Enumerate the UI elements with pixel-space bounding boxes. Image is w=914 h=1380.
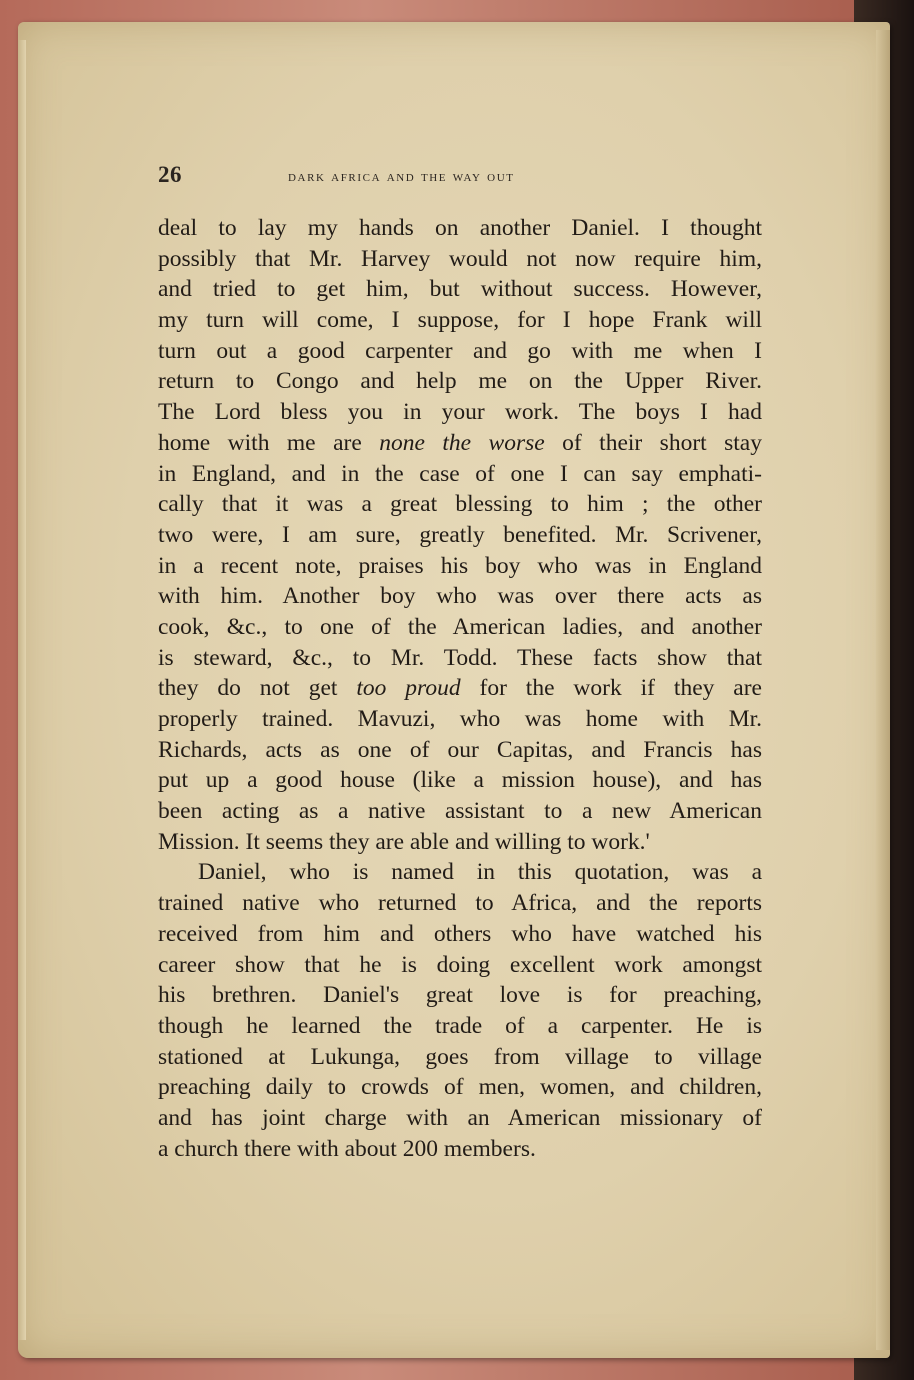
text-run: return to Congo and help me on the Upper River.: [158, 368, 762, 395]
italic-phrase: none the worse: [379, 429, 545, 456]
text-run: in England, and in the case of one I can say emphati-: [158, 460, 762, 487]
text-line: [158, 1103, 762, 1134]
text-line: [158, 980, 762, 1011]
text-line: [158, 459, 762, 490]
text-line: [158, 643, 762, 674]
text-line: [158, 888, 762, 919]
text-line: [158, 520, 762, 551]
running-head: dark africa and the way out: [288, 168, 515, 185]
text-run: put up a good house (like a mission house), and has: [158, 767, 762, 794]
text-run: turn out a good carpenter and go with me when I: [158, 337, 762, 364]
text-line: [158, 735, 762, 766]
page-number: 26: [158, 162, 182, 187]
text-run: though he learned the trade of a carpenter. He is: [158, 1012, 762, 1039]
text-line: [158, 489, 762, 520]
text-run: is steward, &c., to Mr. Todd. These facts show that: [158, 644, 762, 671]
text-line: [158, 950, 762, 981]
text-run: they do not get: [158, 675, 357, 702]
text-run: Daniel, who is named in this quotation, was a: [198, 859, 762, 886]
text-run: received from him and others who have watched his: [158, 920, 762, 947]
text-line: [158, 857, 762, 888]
text-line: [158, 274, 762, 305]
body-text: [158, 213, 762, 1164]
text-run: and tried to get him, but without success. However,: [158, 276, 762, 303]
text-line: [158, 796, 762, 827]
text-run: stationed at Lukunga, goes from village to village: [158, 1043, 762, 1070]
text-line: [158, 765, 762, 796]
text-line: [158, 397, 762, 428]
text-run: of their short stay: [544, 429, 762, 456]
text-run: and has joint charge with an American missionary of: [158, 1104, 762, 1131]
text-line: [158, 244, 762, 275]
text-run: Richards, acts as one of our Capitas, and Francis has: [158, 736, 762, 763]
page-header: [158, 162, 768, 198]
text-line: [158, 551, 762, 582]
text-line: [158, 612, 762, 643]
text-line: [158, 336, 762, 367]
text-run: career show that he is doing excellent work amongst: [158, 951, 762, 978]
text-run: in a recent note, praises his boy who was in England: [158, 552, 762, 579]
page-edge-left: [18, 40, 26, 1340]
text-run: a church there with about 200 members.: [158, 1135, 536, 1162]
text-run: for the work if they are: [460, 675, 762, 702]
text-run: with him. Another boy who was over there acts as: [158, 583, 762, 610]
text-line: [158, 704, 762, 735]
text-run: The Lord bless you in your work. The boys I had: [158, 399, 762, 426]
text-run: trained native who returned to Africa, and the reports: [158, 890, 762, 917]
text-line: [158, 673, 762, 704]
text-line: [158, 213, 762, 244]
text-run: possibly that Mr. Harvey would not now require him,: [158, 245, 762, 272]
text-line: [158, 1011, 762, 1042]
page-edge-right: [876, 30, 890, 1350]
text-line: [158, 1042, 762, 1073]
text-run: cally that it was a great blessing to him ; the other: [158, 491, 762, 518]
text-run: my turn will come, I suppose, for I hope Frank will: [158, 307, 762, 334]
text-run: Mission. It seems they are able and willing to work.': [158, 828, 650, 855]
text-line: [158, 366, 762, 397]
text-line: [158, 581, 762, 612]
text-run: deal to lay my hands on another Daniel. I thought: [158, 215, 762, 241]
text-line: [158, 1072, 762, 1103]
text-line: [158, 428, 762, 459]
text-run: cook, &c., to one of the American ladies, and another: [158, 613, 762, 640]
text-line: [158, 827, 762, 858]
text-line: [158, 305, 762, 336]
text-line: [158, 919, 762, 950]
text-run: home with me are: [158, 429, 380, 456]
text-run: two were, I am sure, greatly benefited. Mr. Scrivener,: [158, 521, 762, 548]
text-line: [158, 1134, 762, 1165]
italic-phrase: too proud: [356, 675, 461, 702]
text-run: properly trained. Mavuzi, who was home with Mr.: [158, 706, 762, 732]
text-run: preaching daily to crowds of men, women, and children,: [158, 1074, 762, 1101]
text-run: his brethren. Daniel's great love is for preaching,: [158, 982, 762, 1009]
text-run: been acting as a native assistant to a new American: [158, 798, 762, 825]
